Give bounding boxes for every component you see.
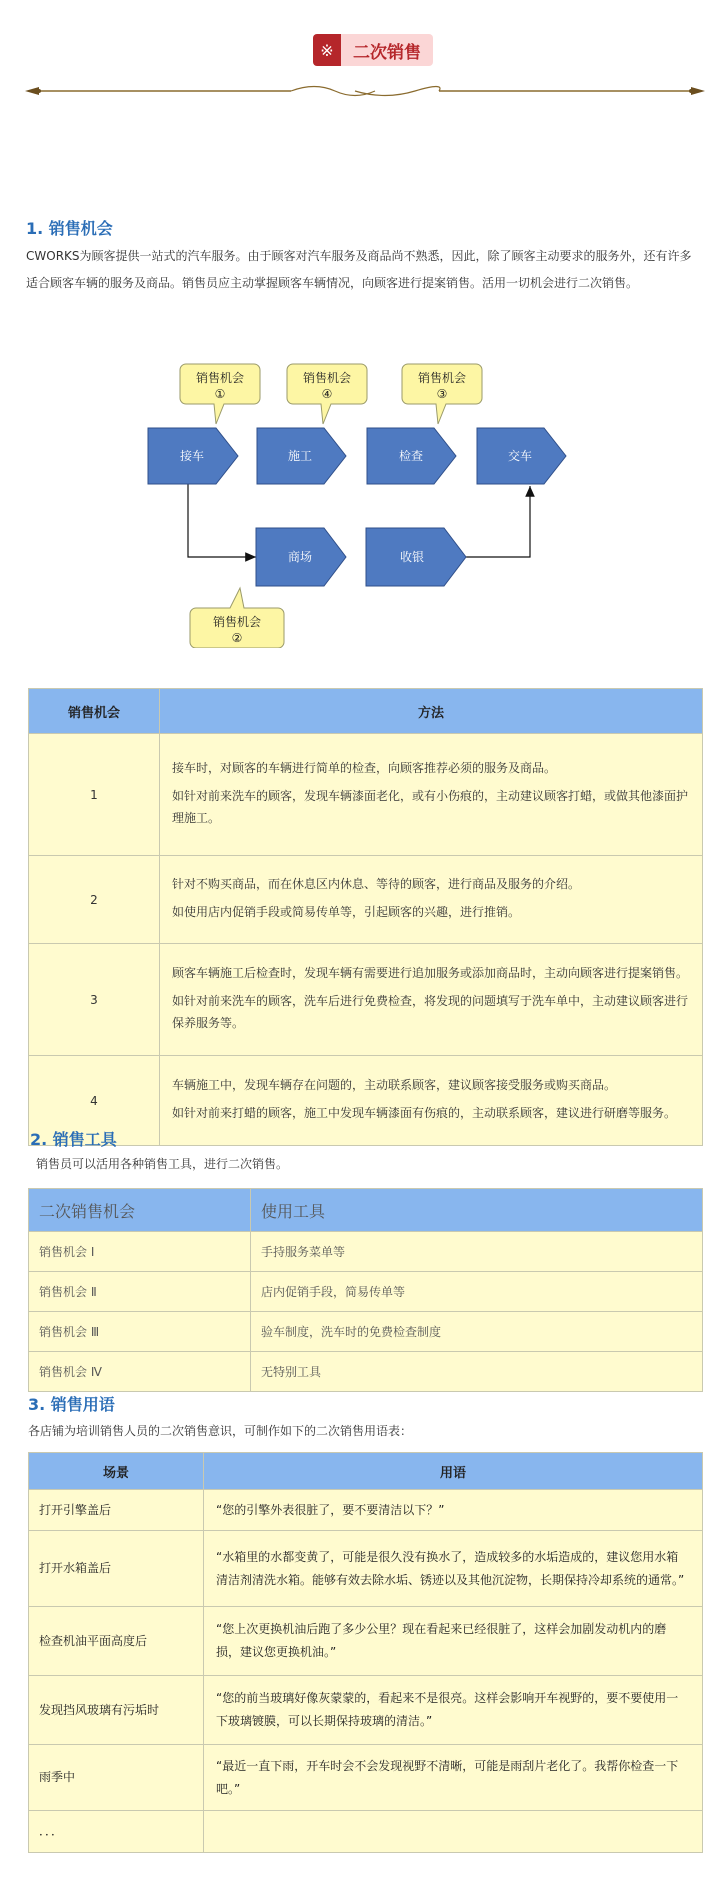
section-title-sales-opportunity: 1. 销售机会: [26, 219, 113, 238]
table-header-opportunity: 二次销售机会: [29, 1189, 251, 1232]
section3-paragraph: 各店铺为培训销售人员的二次销售意识，可制作如下的二次销售用语表：: [28, 1424, 413, 1438]
section2-paragraph: 销售员可以活用各种销售工具，进行二次销售。: [36, 1157, 289, 1171]
svg-text:③: ③: [436, 387, 448, 401]
callout-opportunity-1: [180, 364, 260, 424]
table-row: 销售机会 Ⅰ 手持服务菜单等: [29, 1232, 703, 1272]
svg-text:销售机会: 销售机会: [195, 371, 245, 385]
step-inspection: [367, 428, 456, 484]
step-construction: [257, 428, 346, 484]
step-reception-label: 接车: [179, 449, 205, 463]
table-row: 2 针对不购买商品，而在休息区内休息、等待的顾客，进行商品及服务的介绍。 如使用店内促销手段或简易传单等，引起顾客的兴趣，进行推销。: [29, 856, 703, 944]
opportunity-method-table: [28, 688, 703, 1146]
table-row: 检查机油平面高度后 “您上次更换机油后跑了多少公里？现在看起来已经很脏了，这样会加剧发动机内的磨损，建议您更换机油。”: [29, 1607, 703, 1676]
svg-text:④: ④: [321, 387, 333, 401]
table-header-method: 方法: [160, 689, 703, 734]
section-title-sales-tools: 2. 销售工具: [30, 1130, 117, 1149]
sales-flow-diagram: [130, 358, 620, 648]
table-header-scene: 场景: [29, 1453, 204, 1490]
header-badge: [313, 34, 433, 66]
table-row: 销售机会 Ⅲ 验车制度，洗车时的免费检查制度: [29, 1312, 703, 1352]
table-row: 3 顾客车辆施工后检查时，发现车辆有需要进行追加服务或添加商品时，主动向顾客进行提案销售。 如针对前来洗车的顾客，洗车后进行免费检查，将发现的问题填写于洗车单中，主动建议顾客进行保养服务等。: [29, 944, 703, 1056]
table-row: 1 接车时，对顾客的车辆进行简单的检查，向顾客推荐必须的服务及商品。 如针对前来洗车的顾客，发现车辆漆面老化，或有小伤痕的，主动建议顾客打蜡，或做其他漆面护理施工。: [29, 734, 703, 856]
table-row: 打开引擎盖后 “您的引擎外表很脏了，要不要清洁以下？”: [29, 1490, 703, 1531]
step-cashier-label: 收银: [399, 550, 425, 564]
step-reception: [148, 428, 238, 484]
header-mark-icon: ※: [313, 34, 341, 66]
section-title-sales-phrases: 3. 销售用语: [28, 1395, 115, 1414]
svg-text:①: ①: [214, 387, 226, 401]
page-title: 二次销售: [341, 34, 433, 66]
step-cashier: [366, 528, 466, 586]
svg-text:销售机会: 销售机会: [302, 371, 352, 385]
step-mall: [256, 528, 346, 586]
step-mall-label: 商场: [287, 550, 313, 564]
table-row: 雨季中 “最近一直下雨，开车时会不会发现视野不清晰，可能是雨刮片老化了。我帮你检查一下吧。”: [29, 1745, 703, 1811]
connector-reception-to-mall: [188, 484, 256, 557]
table-row: 销售机会 Ⅱ 店内促销手段，简易传单等: [29, 1272, 703, 1312]
step-inspection-label: 检查: [398, 449, 424, 463]
sales-tools-table: [28, 1188, 703, 1392]
step-construction-label: 施工: [287, 449, 313, 463]
callout-opportunity-4: [287, 364, 367, 424]
step-delivery-label: 交车: [507, 449, 533, 463]
callout-opportunity-3: [402, 364, 482, 424]
table-row: 打开水箱盖后 “水箱里的水都变黄了，可能是很久没有换水了，造成较多的水垢造成的，建议您用水箱清洁剂清洗水箱。能够有效去除水垢、锈迹以及其他沉淀物，长期保持冷却系统的通常。”: [29, 1531, 703, 1607]
sales-phrases-table: [28, 1452, 703, 1853]
connector-cashier-to-delivery: [466, 486, 530, 557]
section-intro-paragraph: CWORKS为顾客提供一站式的汽车服务。由于顾客对汽车服务及商品尚不熟悉，因此，除了顾客主动要求的服务外，还有许多适合顾客车辆的服务及商品。销售员应主动掌握顾客车辆情况，向顾客进行提案销售。活用一切机会进行二次销售。: [26, 249, 692, 290]
table-row: 发现挡风玻璃有污垢时 “您的前当玻璃好像灰蒙蒙的，看起来不是很亮。这样会影响开车视野的，要不要使用一下玻璃镀膜，可以长期保持玻璃的清洁。”: [29, 1676, 703, 1745]
svg-text:销售机会: 销售机会: [212, 615, 262, 629]
table-row: 销售机会 Ⅳ 无特别工具: [29, 1352, 703, 1392]
table-row: 4 车辆施工中，发现车辆存在问题的，主动联系顾客，建议顾客接受服务或购买商品。 如针对前来打蜡的顾客，施工中发现车辆漆面有伤痕的，主动联系顾客，建议进行研磨等服务。: [29, 1056, 703, 1146]
table-header-opportunity: 销售机会: [29, 689, 160, 734]
table-header-tools: 使用工具: [251, 1189, 703, 1232]
ornamental-divider: [25, 84, 705, 98]
table-row: ．．．: [29, 1811, 703, 1853]
svg-text:②: ②: [231, 631, 243, 645]
callout-opportunity-2: [190, 588, 284, 648]
step-delivery: [477, 428, 566, 484]
svg-text:销售机会: 销售机会: [417, 371, 467, 385]
table-header-phrase: 用语: [204, 1453, 703, 1490]
